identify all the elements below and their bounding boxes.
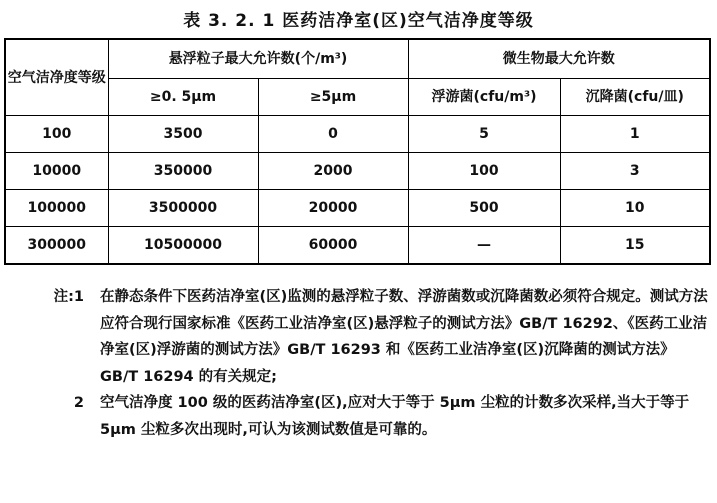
subheader-airborne-bacteria: 浮游菌(cfu/m³) <box>408 79 560 116</box>
table-row <box>5 153 710 190</box>
table-cell: 10500000 <box>108 227 258 265</box>
table-cell: 20000 <box>258 190 408 227</box>
table-cell: 350000 <box>108 153 258 190</box>
table-cell: 15 <box>560 227 710 265</box>
note-text: 在静态条件下医药洁净室(区)监测的悬浮粒子数、浮游菌数或沉降菌数必须符合规定。测试方法应符合现行国家标准《医药工业洁净室(区)悬浮粒子的测试方法》GB/T 16292、《医药工业洁净室(区)浮游菌的测试方法》GB/T 16293 和《医药工业洁净室(区)沉降菌的测试方法》GB/T 16294 的有关规定; <box>100 289 708 385</box>
subheader-settling-bacteria: 沉降菌(cfu/皿) <box>560 79 710 116</box>
table-cell: 60000 <box>258 227 408 265</box>
note-label: 注:1 <box>53 289 84 305</box>
table-notes <box>0 284 717 443</box>
subheader-particle-5um: ≥5μm <box>258 79 408 116</box>
note-item <box>0 390 717 443</box>
table-subheader-row <box>5 79 710 116</box>
table-cell: 10000 <box>5 153 108 190</box>
table-cell: 5 <box>408 116 560 153</box>
table-cell: 500 <box>408 190 560 227</box>
table-cell: 3 <box>560 153 710 190</box>
table-cell: — <box>408 227 560 265</box>
cleanliness-class-table <box>4 38 711 265</box>
table-row <box>5 227 710 265</box>
table-cell: 300000 <box>5 227 108 265</box>
note-text: 空气洁净度 100 级的医药洁净室(区),应对大于等于 5μm 尘粒的计数多次采样,当大于等于 5μm 尘粒多次出现时,可认为该测试数值是可靠的。 <box>100 395 690 438</box>
table-row <box>5 190 710 227</box>
table-cell: 0 <box>258 116 408 153</box>
header-cleanliness-class: 空气洁净度等级 <box>5 39 108 116</box>
header-microbe-limit: 微生物最大允许数 <box>408 39 710 79</box>
table-caption: 表 3. 2. 1 医药洁净室(区)空气洁净度等级 <box>183 11 534 31</box>
table-cell: 100000 <box>5 190 108 227</box>
subheader-particle-0-5um: ≥0. 5μm <box>108 79 258 116</box>
table-cell: 1 <box>560 116 710 153</box>
table-cell: 3500 <box>108 116 258 153</box>
note-item <box>0 284 717 390</box>
table-row <box>5 116 710 153</box>
header-particle-limit: 悬浮粒子最大允许数(个/m³) <box>108 39 408 79</box>
table-cell: 100 <box>5 116 108 153</box>
table-cell: 100 <box>408 153 560 190</box>
note-label: 2 <box>73 395 84 411</box>
table-cell: 2000 <box>258 153 408 190</box>
table-cell: 10 <box>560 190 710 227</box>
table-header-row <box>5 39 710 79</box>
table-cell: 3500000 <box>108 190 258 227</box>
